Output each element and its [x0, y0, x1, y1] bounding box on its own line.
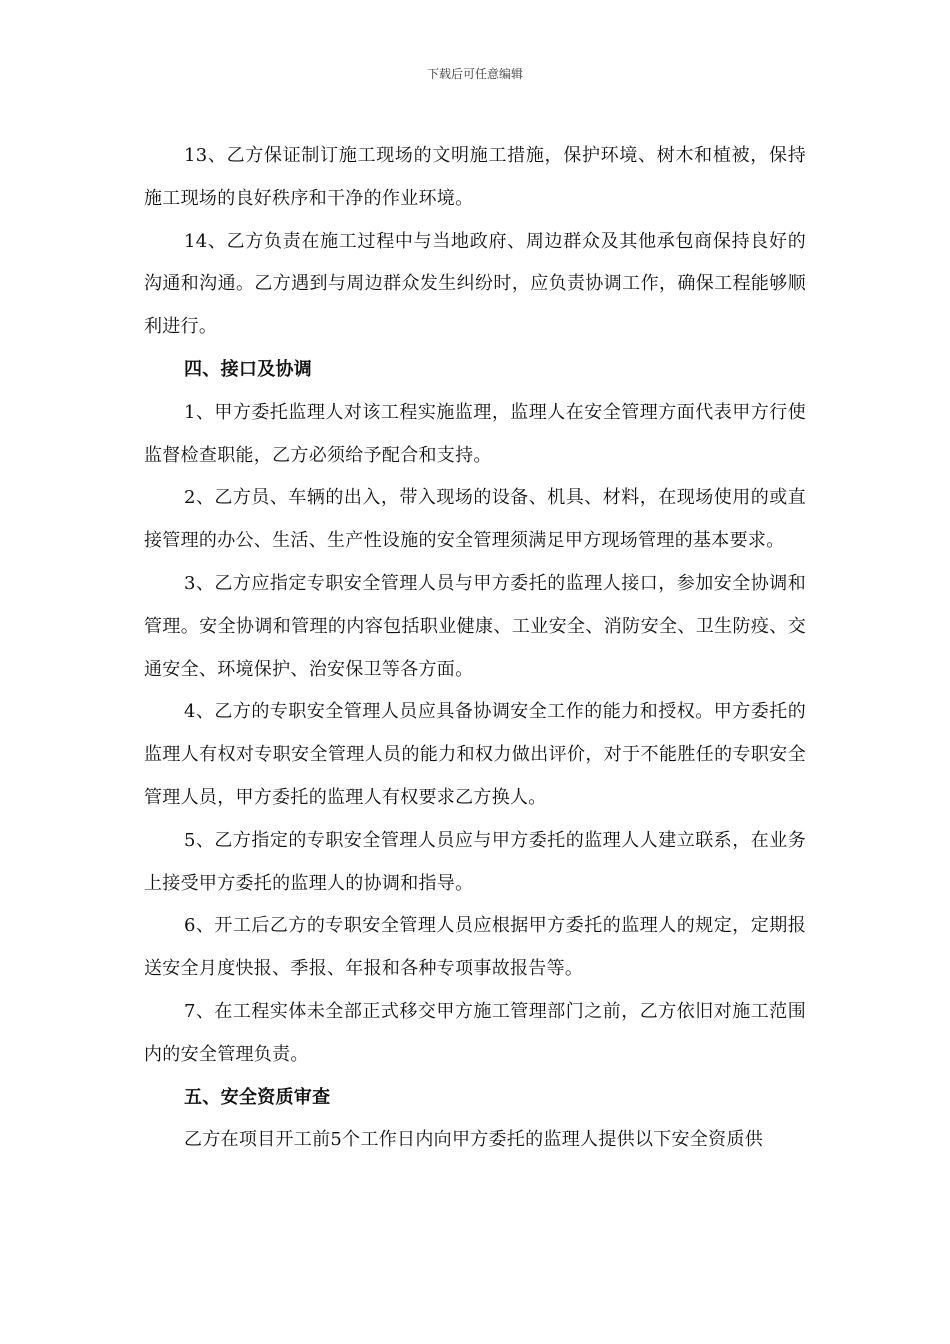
section-heading-interface: 四、接口及协调: [184, 358, 313, 380]
paragraph-interface-2: 2、乙方员、车辆的出入，带入现场的设备、机具、材料，在现场使用的或直接管理的办公、生活、生产性设施的安全管理须满足甲方现场管理的基本要求。: [144, 487, 806, 552]
paragraph-interface-4: 4、乙方的专职安全管理人员应具备协调安全工作的能力和授权。甲方委托的监理人有权对专职安全管理人员的能力和权力做出评价，对于不能胜任的专职安全管理人员，甲方委托的监理人有权要求乙方换人。: [144, 701, 806, 808]
paragraph-interface-7: 7、在工程实体未全部正式移交甲方施工管理部门之前，乙方依旧对施工范围内的安全管理负责。: [144, 1000, 806, 1065]
paragraph-14: 14、乙方负责在施工过程中与当地政府、周边群众及其他承包商保持良好的沟通和沟通。乙方遇到与周边群众发生纠纷时，应负责协调工作，确保工程能够顺利进行。: [144, 230, 806, 338]
section-heading-qualification: 五、安全资质审查: [184, 1086, 331, 1108]
document-body: [144, 135, 806, 1162]
paragraph-interface-1: 1、甲方委托监理人对该工程实施监理，监理人在安全管理方面代表甲方行使监督检查职能，乙方必须给予配合和支持。: [144, 401, 806, 466]
paragraph-interface-5: 5、乙方指定的专职安全管理人员应与甲方委托的监理人人建立联系，在业务上接受甲方委托的监理人的协调和指导。: [144, 829, 806, 894]
page-header: 下载后可任意编辑: [426, 67, 523, 81]
paragraph-13: 13、乙方保证制订施工现场的文明施工措施，保护环境、树木和植被，保持施工现场的良好秩序和干净的作业环境。: [144, 145, 806, 209]
paragraph-interface-6: 6、开工后乙方的专职安全管理人员应根据甲方委托的监理人的规定，定期报送安全月度快报、季报、年报和各种专项事故报告等。: [144, 915, 806, 980]
paragraph-qualification-intro: 乙方在项目开工前5个工作日内向甲方委托的监理人提供以下安全资质供: [184, 1129, 764, 1151]
paragraph-interface-3: 3、乙方应指定专职安全管理人员与甲方委托的监理人接口，参加安全协调和管理。安全协调和管理的内容包括职业健康、工业安全、消防安全、卫生防疫、交通安全、环境保护、治安保卫等各方面。: [144, 572, 806, 680]
